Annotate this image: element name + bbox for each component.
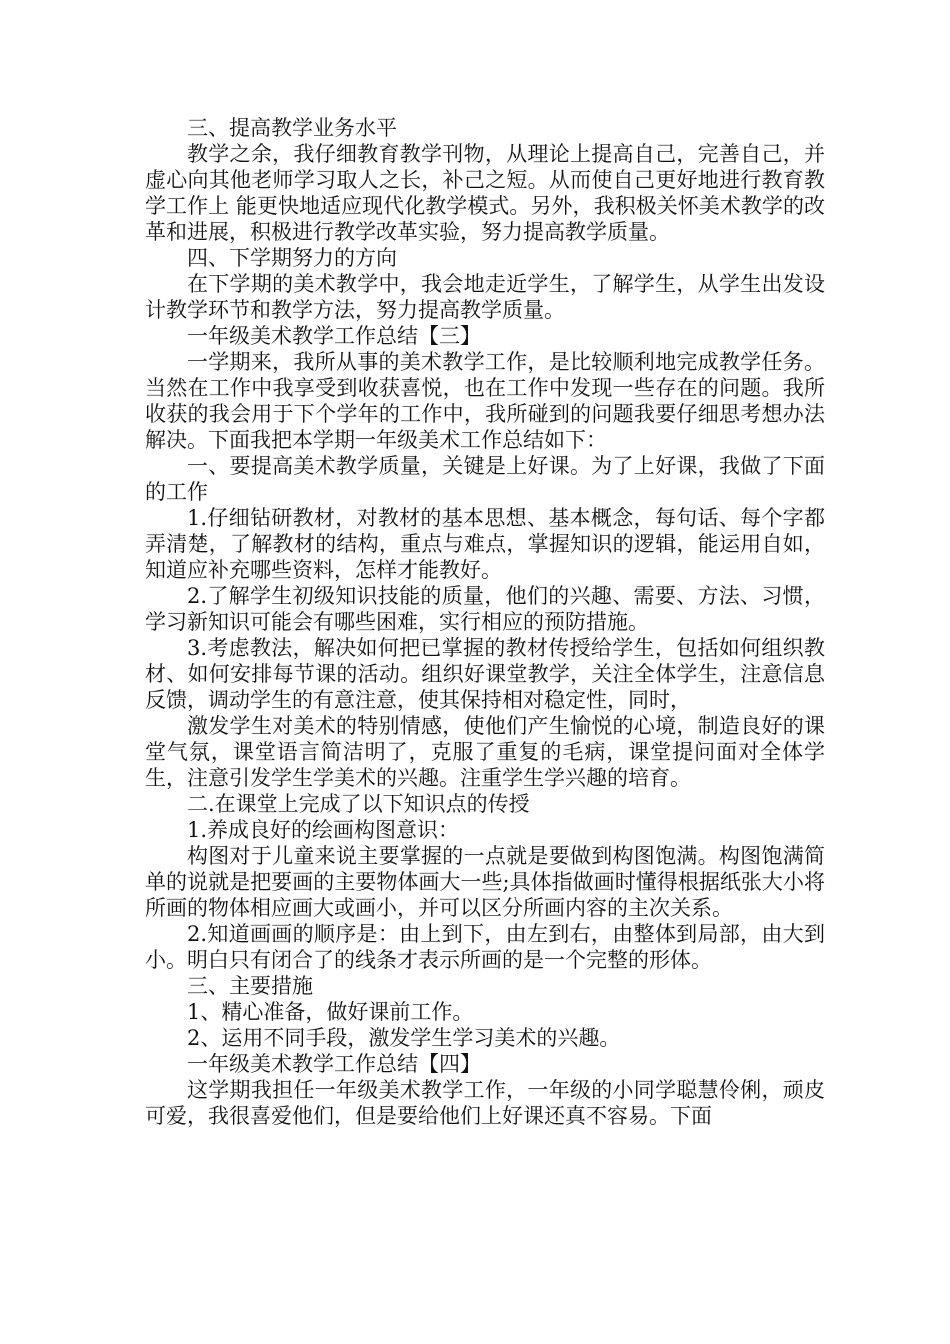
list-item: 1.仔细钻研教材，对教材的基本思想、基本概念，每句话、每个字都弄清楚，了解教材的结构，重点与难点，掌握知识的逻辑，能运用自如，知道应补充哪些资料，怎样才能教好。 [145,506,825,582]
heading-knowledge-points: 二.在课堂上完成了以下知识点的传授 [187,792,530,816]
paragraph: 在下学期的美术教学中，我会地走近学生，了解学生，从学生出发设计教学环节和教学方法，努力提高教学质量。 [145,272,825,322]
paragraph: 这学期我担任一年级美术教学工作，一年级的小同学聪慧伶俐，顽皮可爱，我很喜爱他们，但是要给他们上好课还真不容易。下面 [145,1078,825,1128]
heading-main-measures: 三、主要措施 [187,974,313,998]
heading-improve-teaching: 三、提高教学业务水平 [187,116,397,140]
paragraph: 一、要提高美术教学质量，关键是上好课。为了上好课，我做了下面的工作 [145,454,825,504]
list-item: 2.知道画画的顺序是：由上到下，由左到右，由整体到局部，由大到小。明白只有闭合了的线条才表示所画的是一个完整的形体。 [145,922,825,972]
list-item: 1、精心准备，做好课前工作。 [187,1000,474,1024]
heading-next-term: 四、下学期努力的方向 [187,246,397,270]
paragraph: 激发学生对美术的特别情感，使他们产生愉悦的心境，制造良好的课堂气氛，课堂语言简洁明了，克服了重复的毛病，课堂提问面对全体学生，注意引发学生学美术的兴趣。注重学生学兴趣的培育。 [145,714,825,790]
document-body [145,115,825,1129]
list-item: 3.考虑教法，解决如何把已掌握的教材传授给学生，包括如何组织教材、如何安排每节课的活动。组织好课堂教学，关注全体学生，注意信息反馈，调动学生的有意注意，使其保持相对稳定性，同时， [145,636,825,712]
section-title-four: 一年级美术教学工作总结【四】 [187,1052,481,1076]
paragraph: 构图对于儿童来说主要掌握的一点就是要做到构图饱满。构图饱满简单的说就是把要画的主要物体画大一些;具体指做画时懂得根据纸张大小将所画的物体相应画大或画小，并可以区分所画内容的主次关系。 [145,844,825,920]
list-item: 1.养成良好的绘画构图意识： [187,818,460,842]
paragraph: 教学之余，我仔细教育教学刊物，从理论上提高自己，完善自己，并虚心向其他老师学习取人之长，补己之短。从而使自己更好地进行教育教学工作上 能更快地适应现代化教学模式。另外，我积极关怀美术教学的改革和进展，积极进行教学改革实验，努力提高教学质量。 [145,142,825,244]
paragraph: 一学期来，我所从事的美术教学工作，是比较顺利地完成教学任务。当然在工作中我享受到收获喜悦，也在工作中发现一些存在的问题。我所收获的我会用于下个学年的工作中，我所碰到的问题我要仔细思考想办法解决。下面我把本学期一年级美术工作总结如下： [145,350,825,452]
list-item: 2.了解学生初级知识技能的质量，他们的兴趣、需要、方法、习惯，学习新知识可能会有哪些困难，实行相应的预防措施。 [145,584,825,634]
list-item: 2、运用不同手段，激发学生学习美术的兴趣。 [187,1026,621,1050]
section-title-three: 一年级美术教学工作总结【三】 [187,324,481,348]
